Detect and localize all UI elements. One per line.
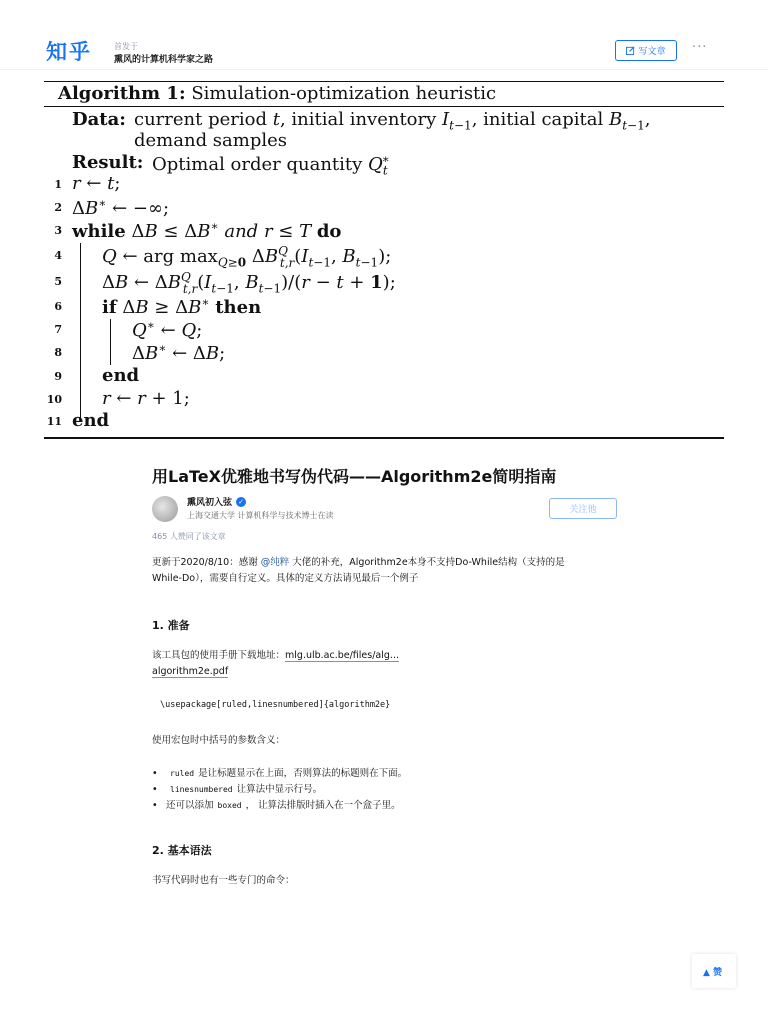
header-divider	[0, 69, 768, 70]
write-article-label: 写文章	[638, 47, 666, 57]
line-number: 9	[54, 370, 62, 383]
code-line-6: if ΔB ≥ ΔB∗ then	[102, 295, 262, 318]
code-line-4: Q ← arg $\max_{Q\ge 0} \Delta B^Q_{t,r}(I_{t-1}$, $B_{t-1}$);	[102, 244, 392, 270]
code-line-8: ΔB∗ ← ΔB;	[132, 341, 226, 364]
mention-link[interactable]: @纯粹	[260, 557, 290, 568]
line-number: 10	[46, 393, 62, 406]
manual-link[interactable]: mlg.ulb.ac.be/files/alg...	[285, 650, 399, 661]
algorithm-caption-text: Simulation-optimization heuristic	[191, 83, 497, 104]
manual-link-cont[interactable]: algorithm2e.pdf	[152, 666, 229, 677]
line-number: 7	[54, 323, 62, 336]
line-number: 2	[54, 201, 62, 214]
code-line-11: end	[72, 410, 110, 431]
update-paragraph-line-2: While-Do），需要自行定义。具体的定义方法请见最后一个例子	[152, 573, 419, 584]
data-line-1: current period t, initial inventory $I_{t-1}$, initial capital $B_{t-1}$,	[134, 109, 651, 133]
author-description: 上海交通大学 计算机科学与技术博士在读	[187, 511, 334, 520]
author-name-text: 熏风初入弦	[187, 498, 233, 508]
code-line-9: end	[102, 365, 140, 386]
line-number: 11	[46, 415, 62, 428]
top-rule	[44, 81, 724, 82]
algorithm-caption-label: Algorithm 1:	[58, 83, 186, 104]
usepackage-code: \usepackage[ruled,linesnumbered]{algorithm2e}	[160, 700, 391, 710]
code-line-3: while ΔB ≤ ΔB∗ and r ≤ T do	[72, 219, 342, 242]
section-heading-prepare: 1. 准备	[152, 619, 190, 632]
follow-button[interactable]: 关注他	[549, 498, 617, 519]
column-link[interactable]: 熏风的计算机科学家之路	[114, 55, 214, 65]
caption-rule	[44, 106, 724, 107]
line-number: 1	[54, 178, 62, 191]
zhihu-logo[interactable]: 知乎	[46, 40, 92, 64]
list-item: • ruled 是让标题显示在上面，否则算法的标题则在下面。	[152, 768, 408, 779]
algorithm-caption	[58, 83, 496, 104]
edit-icon	[626, 46, 635, 55]
while-block-bar	[80, 243, 81, 421]
write-article-button[interactable]	[615, 40, 677, 61]
update-paragraph-line-1: 更新于2020/8/10：感谢 @纯粹 大佬的补充，Algorithm2e本身不支持Do-While结构（支持的是	[152, 557, 565, 568]
list-item: • 还可以添加 boxed ， 让算法排版时插入在一个盒子里。	[152, 800, 401, 811]
download-paragraph-cont	[152, 664, 228, 680]
line-number: 6	[54, 300, 62, 313]
approver-count[interactable]: 465 人赞同了该文章	[152, 532, 226, 541]
code-line-2: ΔB∗ ← −∞;	[72, 196, 170, 219]
avatar[interactable]	[152, 496, 178, 522]
data-line-2: demand samples	[134, 130, 288, 151]
code-line-7: Q∗ ← Q;	[132, 318, 203, 341]
if-block-bar	[110, 319, 111, 365]
article-title: 用LaTeX优雅地书写伪代码——Algorithm2e简明指南	[152, 467, 557, 486]
author-name[interactable]	[187, 495, 246, 508]
algorithm-figure	[44, 81, 724, 441]
first-published-label: 首发于	[114, 42, 138, 51]
line-number: 4	[54, 249, 62, 262]
code-line-10: r ← r + 1;	[102, 388, 190, 409]
line-number: 3	[54, 224, 62, 237]
like-button[interactable]	[692, 954, 736, 988]
line-number: 8	[54, 346, 62, 359]
list-item: • linesnumbered 让算法中显示行号。	[152, 784, 323, 795]
bottom-rule	[44, 437, 724, 439]
data-label: Data:	[72, 109, 126, 130]
param-intro: 使用宏包时中括号的参数含义：	[152, 735, 286, 746]
result-label: Result:	[72, 152, 144, 173]
code-line-5: ΔB ← $\Delta B^Q_{t,r}(I_{t-1}$, $B_{t-1})/(r - t + 1)$;	[102, 270, 396, 296]
syntax-intro: 书写代码时也有一些专门的命令：	[152, 875, 295, 886]
section-heading-syntax: 2. 基本语法	[152, 844, 212, 857]
download-paragraph: 该工具包的使用手册下载地址：mlg.ulb.ac.be/files/alg...	[152, 650, 399, 661]
code-line-1: r ← t;	[72, 173, 121, 194]
result-line: Optimal order quantity $Q_t^∗$	[152, 152, 390, 178]
like-label: ▲ 赞	[703, 968, 723, 978]
verified-icon: ✓	[236, 497, 246, 507]
top-bar	[0, 0, 768, 70]
line-number: 5	[54, 275, 62, 288]
more-icon[interactable]: ···	[692, 40, 708, 55]
